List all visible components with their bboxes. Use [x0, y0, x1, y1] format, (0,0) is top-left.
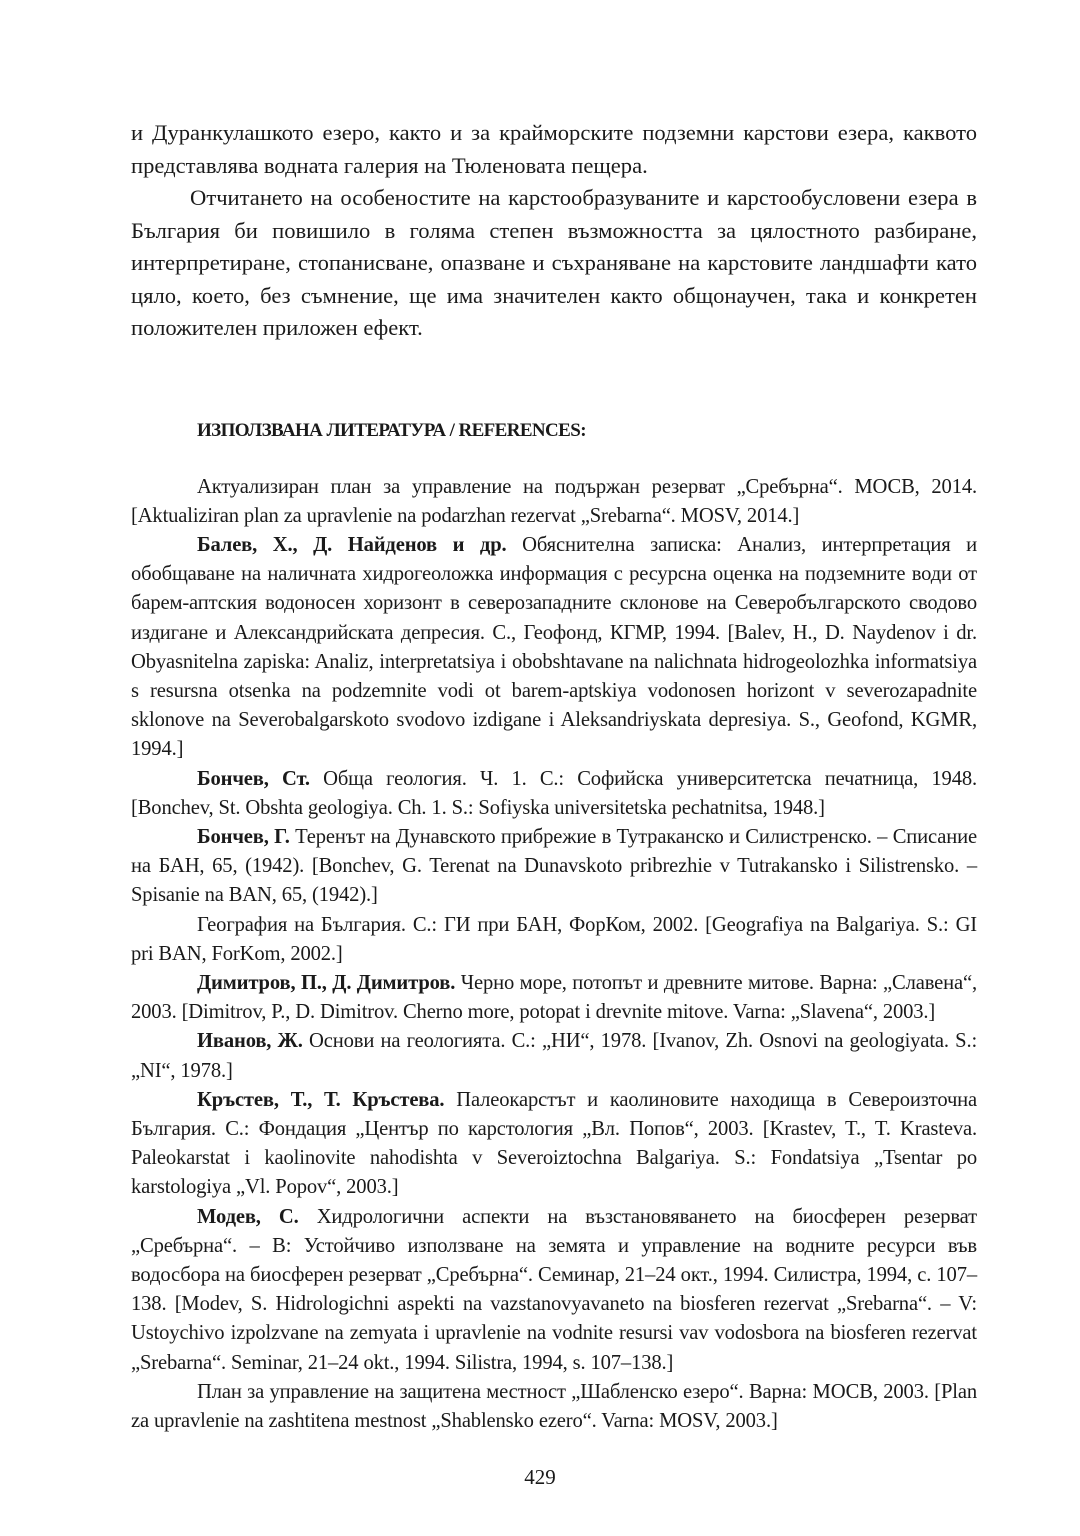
reference-author: Бончев, Ст.: [197, 767, 310, 790]
reference-author: Балев, Х., Д. Найденов и др.: [197, 533, 507, 556]
reference-author: Иванов, Ж.: [197, 1030, 303, 1053]
reference-item: [131, 531, 977, 765]
reference-item: [131, 1378, 977, 1436]
reference-text: Теренът на Дунавското прибрежие в Тутраканско и Силистренско. – Списание на БАН, 65, (1942). [Bonchev, G. Terenat na Dunavskoto pribrezhie v Tutrakansko i Silistrensko. – Spisanie na BAN, 65, (1942).]: [131, 825, 977, 907]
reference-item: [131, 1086, 977, 1203]
reference-text: Актуализиран план за управление на подържан резерват „Сребърна“. МОСВ, 2014. [Aktualiziran plan za upravlenie na podarzhan rezervat „Srebarna“. MOSV, 2014.]: [131, 475, 977, 527]
reference-item: [131, 1203, 977, 1378]
reference-item: [131, 1027, 977, 1085]
reference-item: [131, 969, 977, 1027]
reference-item: [131, 823, 977, 911]
reference-item: [131, 911, 977, 969]
reference-author: Модев, С.: [197, 1205, 299, 1228]
reference-list: [131, 473, 977, 1437]
body-text: [131, 117, 977, 345]
reference-text: География на България. С.: ГИ при БАН, ФорКом, 2002. [Geografiya na Balgariya. S.: GI pri BAN, ForKom, 2002.]: [131, 913, 977, 965]
reference-item: [131, 765, 977, 823]
body-paragraph: Отчитането на особеностите на карстообразуваните и карстообусловени езера в България би повишило в голяма степен възможността за цялостното разбиране, интерпретиране, стопанисване, опазване и съхраняване на карстовите ландшафти като цяло, което, без съмнение, ще има значителен както общонаучен, така и конкретен положителен приложен ефект.: [131, 185, 977, 340]
reference-text: Черно море, потопът и древните митове. Варна: „Славена“, 2003. [Dimitrov, P., D. Dimitrov. Cherno more, potopat i drevnite mitove. Varna: „Slavena“, 2003.]: [131, 971, 977, 1024]
reference-text: План за управление на защитена местност „Шабленско езеро“. Варна: МОСВ, 2003. [Plan za upravlenie na zashtitena mestnost „Shablensko ezero“. Varna: MOSV, 2003.]: [131, 1380, 977, 1432]
reference-item: [131, 473, 977, 531]
reference-author: Димитров, П., Д. Димитров.: [197, 971, 456, 994]
reference-text: Палеокарстът и каолиновите находища в Североизточна България. С.: Фондация „Център по карстология „Вл. Попов“, 2003. [Krastev, T., T. Krasteva. Paleokarstat i kaolinovite nahodishta v Severoiztochna Balgariya. S.: Fondatsiya „Tsentar po karstologiya „Vl. Popov“, 2003.]: [131, 1088, 978, 1199]
reference-text: Основи на геологията. С.: „НИ“, 1978. [Ivanov, Zh. Osnovi na geologiyata. S.: „NI“, 1978.]: [131, 1030, 978, 1082]
body-paragraph: и Дуранкулашкото езеро, както и за крайморските подземни карстови езера, каквото представлява водната галерия на Тюленовата пещера.: [131, 120, 977, 178]
reference-author: Бончев, Г.: [197, 825, 290, 848]
page-content: [131, 117, 977, 1436]
page-number: 429: [524, 1465, 556, 1489]
reference-author: Кръстев, Т., Т. Кръстева.: [197, 1088, 445, 1111]
reference-text: Обяснителна записка: Анализ, интерпретация и обобщаване на наличната хидрогеоложка информация с ресурсна оценка на подземните води от барем-аптския водоносен хоризонт в северозападните склонове на Северобългарското сводово издигане и Александрийската депресия. С., Геофонд, КГМР, 1994. [Balev, H., D. Naydenov i dr. Obyasnitelna zapiska: Analiz, interpretatsiya i obobshtavane na nalichnata hidrogeolozhka informatsiya s resursna otsenka na podzemnite vodi ot barem-aptskiya vodonosen horizont v severozapadnite sklonove na Severobalgarskoto svodovo izdigane i Aleksandriyskata depresiya. S., Geofond, KGMR, 1994.]: [131, 533, 978, 761]
reference-text: Обща геология. Ч. 1. С.: Софийска университетска печатница, 1948. [Bonchev, St. Obshta geologiya. Ch. 1. S.: Sofiyska universitetska pechatnitsa, 1948.]: [131, 767, 977, 819]
reference-text: Хидрологични аспекти на възстановяването на биосферен резерват „Сребърна“. – В: Устойчиво използване на земята и управление на водните ресурси във водосбора на биосферен резерват „Сребърна“. Семинар, 21–24 окт., 1994. Силистра, 1994, с. 107–138. [Modev, S. Hidrologichni aspekti na vazstanovyavaneto na biosferen rezervat „Srebarna“. – V: Ustoychivo izpolzvane na zemyata i upravlenie na vodnite resursi vav vodosbora na biosferen rezervat „Srebarna“. Seminar, 21–24 okt., 1994. Silistra, 1994, s. 107–138.]: [131, 1205, 977, 1374]
references-heading: ИЗПОЛЗВАНА ЛИТЕРАТУРА / REFERENCES:: [197, 419, 586, 441]
